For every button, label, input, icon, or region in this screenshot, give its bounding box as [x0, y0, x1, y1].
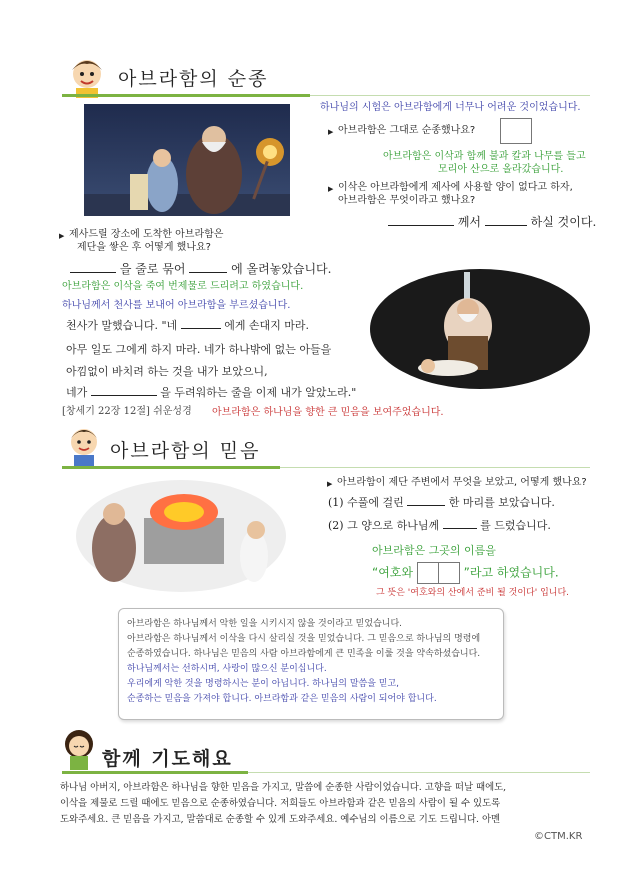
title-rule-extension-3 [248, 772, 590, 773]
summary-line-1: 아브라함은 하나님께서 악한 일을 시키시지 않을 것이라고 믿었습니다. [127, 619, 403, 629]
blank-what[interactable] [485, 225, 527, 226]
summary-line-2: 아브라함은 하나님께서 이삭을 다시 살리실 것을 믿었습니다. 그 믿음으로 하나님의 명령에 [127, 634, 481, 644]
answer-lamb-mid: 께서 [457, 215, 482, 229]
illustration-abraham-isaac-walking [84, 104, 290, 216]
question-ram: ▶ 아브라함이 제단 주변에서 무엇을 보았고, 어떻게 했나요? [337, 476, 587, 489]
girl-mascot-praying [62, 728, 96, 770]
conclusion-obedience: 아브라함은 하나님을 향한 큰 믿음을 보여주었습니다. [212, 407, 444, 418]
summary-box [118, 608, 504, 720]
question-lamb-line1: ▶ 이삭은 아브라함에게 제사에 사용할 양이 없다고 하자, [338, 182, 573, 193]
meaning-line: 그 뜻은 '여호와의 산에서 준비 될 것이다' 입니다. [376, 588, 570, 598]
item2b: 를 드렸습니다. [480, 519, 551, 532]
verse-line3: 아낌없이 바치려 하는 것을 내가 보았으니, [66, 365, 268, 378]
section-title-prayer: 함께 기도해요 [102, 748, 233, 770]
answer-altar-row [70, 260, 331, 277]
question-altar [69, 228, 223, 254]
summary-blue-line-3: 순종하는 믿음을 가져야 합니다. 아브라함과 같은 믿음의 사람이 되어야 합니다. [127, 694, 437, 704]
title-underline-3 [62, 771, 248, 774]
item1a: (1) 수풀에 걸린 [328, 496, 404, 509]
item1b: 한 마리를 보았습니다. [448, 496, 555, 509]
blank-ram[interactable] [407, 505, 445, 506]
kid-mascot-1 [64, 52, 110, 98]
answer-obeyed-line1: 아브라함은 이삭과 함께 불과 칼과 나무를 들고 [383, 151, 586, 162]
verse-reference: [창세기 22장 12절] 쉬운성경 [62, 406, 192, 417]
summary-line-3: 순종하였습니다. 하나님은 믿음의 사람 아브라함에게 큰 민족을 이룰 것을 약속하셨습니다. [127, 649, 481, 659]
place-name-a: “여호와 [372, 565, 413, 580]
answer-altar-mid: 을 줄로 묶어 [119, 262, 186, 276]
kid-mascot-2 [64, 422, 104, 466]
place-line: 아브라함은 그곳의 이름을 [372, 544, 496, 557]
illustration-altar-fire [74, 478, 288, 594]
title-underline-2 [62, 466, 280, 469]
blank-fear[interactable] [91, 395, 157, 396]
answer-lamb-row [388, 213, 596, 230]
question-altar-line1: ▶ 제사드릴 장소에 도착한 아브라함은 [69, 229, 224, 240]
item1-row [328, 494, 555, 510]
verse-line1 [66, 318, 309, 333]
angel-line: 하나님께서 천사를 보내어 아브라함을 부르셨습니다. [62, 300, 291, 311]
answer-box-name-2[interactable] [439, 562, 460, 584]
title-rule-extension [310, 95, 590, 96]
question-lamb [338, 181, 573, 207]
verse-line4a: 네가 [66, 386, 88, 399]
verse-line4b: 을 두려워하는 줄을 이제 내가 알았노라." [160, 386, 357, 399]
title-rule-extension-2 [280, 467, 590, 468]
prayer-line-3: 도와주세요. 큰 믿음을 가지고, 말씀대로 순종할 수 있게 도와주세요. 예수님의 이름으로 기도 드립니다. 아멘 [60, 814, 501, 825]
prayer-line-1: 하나님 아버지, 아브라함은 하나님을 향한 믿음을 가지고, 말씀에 순종한 사람이었습니다. 고향을 떠날 때에도, [60, 782, 507, 793]
copyright: ©CTM.KR [534, 831, 583, 842]
section-title-obedience: 아브라함의 순종 [118, 68, 269, 90]
intro-text: 하나님의 시험은 아브라함에게 너무나 어려운 것이었습니다. [320, 102, 581, 113]
blank-bound[interactable] [70, 272, 116, 273]
answer-lamb-end: 하실 것이다. [530, 215, 597, 229]
illustration-abraham-knife [368, 266, 592, 392]
verse-line2: 아무 일도 그에게 하지 마라. 네가 하나밖에 없는 아들을 [66, 343, 332, 356]
answer-altar-note: 아브라함은 이삭을 죽여 번제물로 드리려고 하였습니다. [62, 281, 304, 292]
prayer-line-2: 이삭을 제물로 드릴 때에도 믿음으로 순종하였습니다. 저희들도 아브라함과 같은 믿음의 사람이 될 수 있도록 [60, 798, 501, 809]
question-obeyed-text: 아브라함은 그대로 순종했나요? [338, 125, 476, 136]
item2a: (2) 그 양으로 하나님께 [328, 519, 440, 532]
answer-box-obeyed[interactable] [500, 118, 532, 144]
verse-line4 [66, 385, 356, 400]
item2-row [328, 517, 551, 533]
section-title-faith: 아브라함의 믿음 [110, 440, 261, 462]
title-underline [62, 94, 310, 97]
blank-offering[interactable] [443, 528, 477, 529]
answer-altar-end: 에 올려놓았습니다. [231, 262, 332, 276]
place-name-b: ”라고 하였습니다. [463, 565, 559, 580]
answer-obeyed-line2: 모리아 산으로 올라갔습니다. [438, 164, 564, 175]
summary-blue-line-2: 우리에게 악한 것을 명령하시는 분이 아닙니다. 하나님의 말씀을 믿고, [127, 679, 400, 689]
verse-line1b: 에게 손대지 마라. [224, 319, 310, 332]
verse-line1a: 천사가 말했습니다. "네 [66, 319, 178, 332]
blank-placed[interactable] [189, 272, 227, 273]
question-lamb-line2: 아브라함은 무엇이라고 했나요? [338, 195, 476, 206]
blank-who[interactable] [388, 225, 454, 226]
answer-box-name-1[interactable] [417, 562, 439, 584]
blank-son[interactable] [181, 328, 221, 329]
place-name-row [372, 562, 559, 584]
question-altar-line2: 제단을 쌓은 후 어떻게 했나요? [77, 242, 211, 253]
summary-blue-line-1: 하나님께서는 선하시며, 사랑이 많으신 분이십니다. [127, 664, 327, 674]
question-obeyed [338, 124, 475, 137]
